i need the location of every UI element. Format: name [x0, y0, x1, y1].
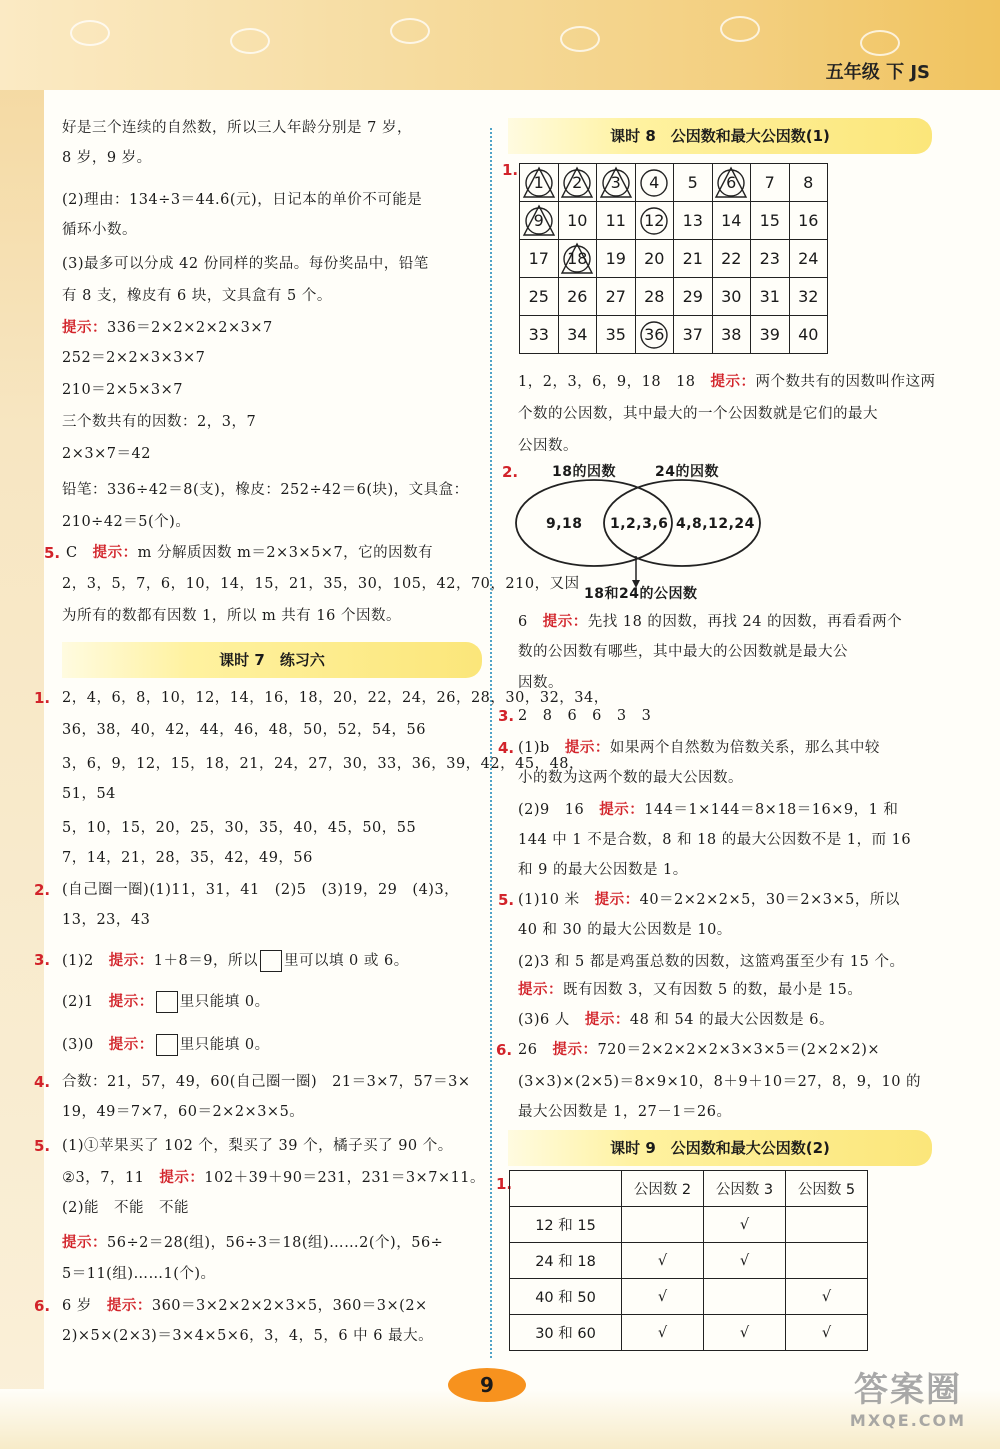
- blank-box: [260, 950, 282, 972]
- grid-number: 19: [605, 249, 626, 268]
- grid-cell: [558, 164, 597, 202]
- cloud-icon: [560, 26, 600, 52]
- grid-number: 33: [528, 325, 549, 344]
- hint-label: 提示：: [106, 1298, 152, 1314]
- blank-box: [156, 1034, 178, 1056]
- text-line: (2)能 不能 不能: [62, 1200, 190, 1216]
- question-number: 1.: [496, 1175, 513, 1193]
- grid-cell: [712, 278, 751, 316]
- text-line: 有 8 支，橡皮有 6 块，文具盒有 5 个。: [62, 288, 332, 304]
- table-header-cell: 公因数 2: [622, 1171, 704, 1207]
- text-line: 7，14，21，28，35，42，49，56: [62, 850, 313, 866]
- text-line: 40 和 30 的最大公因数是 10。: [518, 922, 732, 938]
- grid-number: 30: [721, 287, 742, 306]
- grid-number: 10: [567, 211, 588, 230]
- table-cell: [786, 1207, 868, 1243]
- grid-number: 17: [528, 249, 549, 268]
- watermark-logo: 答案圈: [854, 1370, 962, 1410]
- number-grid: [519, 163, 828, 354]
- grid-cell: [597, 240, 636, 278]
- hint-label: 提示：: [108, 1037, 154, 1053]
- hint-label: 提示：: [62, 1235, 107, 1251]
- grid-cell: [635, 202, 674, 240]
- grid-cell: [597, 164, 636, 202]
- grid-row: [520, 240, 828, 278]
- grid-cell: [789, 278, 828, 316]
- text-line: 个数的公因数，其中最大的一个公因数就是它们的最大: [518, 406, 878, 422]
- grid-number: 37: [682, 325, 703, 344]
- hint-label: 提示：: [594, 892, 640, 908]
- grid-cell: [520, 164, 559, 202]
- venn-caption: 18和24的公因数: [584, 586, 698, 602]
- text-line: 51，54: [62, 786, 116, 802]
- grid-row: [520, 202, 828, 240]
- answer-line: [66, 543, 433, 563]
- table-cell: √: [622, 1243, 704, 1279]
- grid-number: 16: [798, 211, 819, 230]
- text-line: 合数：21，57，49，60(自己圈一圈) 21＝3×7，57＝3×: [62, 1074, 471, 1090]
- table-row: [510, 1207, 868, 1243]
- text-line: (2)理由：134÷3＝44.6̇(元)，日记本的单价不可能是: [62, 192, 423, 208]
- table-header-cell: 公因数 5: [786, 1171, 868, 1207]
- grid-number: 3: [610, 173, 621, 192]
- text-line: 2)×5×(2×3)＝3×4×5×6，3，4，5，6 中 6 最大。: [62, 1328, 434, 1344]
- grid-number: 13: [682, 211, 703, 230]
- grid-cell: [789, 316, 828, 354]
- blank-box: [156, 991, 178, 1013]
- hint-text: 40＝2×2×2×5，30＝2×3×5，所以: [639, 892, 900, 908]
- grid-row: [520, 278, 828, 316]
- table-cell: √: [622, 1315, 704, 1351]
- grid-number: 7: [764, 173, 775, 192]
- answer: C: [66, 545, 78, 561]
- table-cell: [622, 1207, 704, 1243]
- question-number: 5.: [498, 891, 515, 909]
- text-line: 5＝11(组)……1(个)。: [62, 1266, 216, 1282]
- text-line: 3，6，9，12，15，18，21，24，27，30，33，36，39，42，45，48，: [62, 756, 585, 772]
- text-line: 252＝2×2×3×3×7: [62, 350, 206, 366]
- grid-number: 8: [803, 173, 814, 192]
- hint-line: [518, 980, 862, 1000]
- text-line: 循环小数。: [62, 222, 137, 238]
- answer: 6 岁: [62, 1298, 107, 1314]
- grid-number: 14: [721, 211, 742, 230]
- answer-line: [518, 372, 936, 392]
- grid-number: 18: [567, 249, 588, 268]
- cloud-icon: [230, 28, 270, 54]
- hint-text: 里只能填 0。: [179, 1037, 270, 1053]
- hint-text: 336＝2×2×2×2×3×7: [107, 320, 273, 336]
- column-divider: [490, 128, 492, 1358]
- text-line: 2×3×7＝42: [62, 446, 151, 462]
- hint-label: 提示：: [564, 740, 610, 756]
- text-line: (2)3 和 5 都是鸡蛋总数的因数，这篮鸡蛋至少有 15 个。: [518, 954, 905, 970]
- text-line: 2，3，5，7，6，10，14，15，21，35，30，105，42，70，210，又因: [62, 576, 580, 592]
- hint-text: 里只能填 0。: [179, 994, 270, 1010]
- text-line: 2，4，6，8，10，12，14，16，18，20，22，24，26，28，30，32，34，: [62, 690, 609, 706]
- grid-number: 12: [644, 211, 665, 230]
- question-number: 1.: [502, 161, 519, 179]
- cloud-icon: [390, 18, 430, 44]
- hint-label: 提示：: [108, 953, 154, 969]
- table-row: [510, 1243, 868, 1279]
- watermark-url: MXQE.COM: [849, 1411, 967, 1430]
- answer-line: [62, 1168, 485, 1188]
- answer-line: [518, 738, 880, 758]
- hint-text: 1＋8＝9，所以: [153, 953, 258, 969]
- venn-left-title: 18的因数: [552, 464, 616, 480]
- hint-text: 先找 18 的因数，再找 24 的因数，再看看两个: [587, 614, 903, 630]
- grid-number: 27: [605, 287, 626, 306]
- grid-cell: [674, 278, 713, 316]
- text-line: 2 8 6 6 3 3: [518, 708, 652, 724]
- answer-line: [518, 612, 902, 632]
- table-row-label: 40 和 50: [510, 1279, 622, 1315]
- grid-number: 6: [726, 173, 737, 192]
- hint-text: 既有因数 3，又有因数 5 的数，最小是 15。: [563, 982, 863, 998]
- grid-number: 26: [567, 287, 588, 306]
- grid-number: 36: [644, 325, 665, 344]
- table-cell: [704, 1279, 786, 1315]
- question-number: 4.: [498, 739, 515, 757]
- grid-number: 22: [721, 249, 742, 268]
- answer: (2)1: [62, 994, 109, 1010]
- left-margin-strip: [0, 0, 44, 1449]
- answer: (1)10 米: [518, 892, 595, 908]
- text-line: 144 中 1 不是合数，8 和 18 的最大公因数不是 1，而 16: [518, 832, 912, 848]
- common-factor-table: [509, 1170, 868, 1351]
- lesson-7-title: 课时 7 练习六: [62, 642, 482, 678]
- grid-cell: [635, 316, 674, 354]
- text-line: (3)最多可以分成 42 份同样的奖品。每份奖品中，铅笔: [62, 256, 429, 272]
- answer: (3)0: [62, 1037, 109, 1053]
- table-cell: [786, 1243, 868, 1279]
- text-line: 铅笔：336÷42＝8(支)，橡皮：252÷42＝6(块)，文具盒：: [62, 482, 469, 498]
- text-line: 三个数共有的因数：2，3，7: [62, 414, 257, 430]
- grid-cell: [751, 164, 790, 202]
- grid-number: 40: [798, 325, 819, 344]
- table-cell: √: [786, 1315, 868, 1351]
- hint-text: 56÷2＝28(组)，56÷3＝18(组)……2(个)，56÷: [107, 1235, 444, 1251]
- grid-number: 29: [682, 287, 703, 306]
- answer: ②3，7，11: [62, 1170, 160, 1186]
- table-cell: √: [704, 1207, 786, 1243]
- text-line: 36，38，40，42，44，46，48，50，52，54，56: [62, 722, 426, 738]
- text-line: 210＝2×5×3×7: [62, 382, 184, 398]
- question-number: 6.: [34, 1297, 51, 1315]
- table-row-label: 24 和 18: [510, 1243, 622, 1279]
- grid-number: 2: [572, 173, 583, 192]
- grid-number: 32: [798, 287, 819, 306]
- grid-number: 28: [644, 287, 665, 306]
- hint-text: 360＝3×2×2×2×3×5，360＝3×(2×: [151, 1298, 428, 1314]
- hint-text: 720＝2×2×2×2×3×3×5＝(2×2×2)×: [597, 1042, 881, 1058]
- answer-line: [518, 890, 900, 910]
- hint-text: 144＝1×144＝8×18＝16×9，1 和: [644, 802, 899, 818]
- grid-number: 24: [798, 249, 819, 268]
- hint-label: 提示：: [518, 982, 563, 998]
- grid-cell: [520, 316, 559, 354]
- answer-line: [518, 1040, 880, 1060]
- grid-number: 31: [759, 287, 780, 306]
- answer-line: [62, 950, 409, 972]
- text-line: 小的数为这两个数的最大公因数。: [518, 770, 743, 786]
- grid-number: 23: [759, 249, 780, 268]
- grid-cell: [635, 278, 674, 316]
- hint-label: 提示：: [108, 994, 154, 1010]
- lesson-8-title: 课时 8 公因数和最大公因数(1): [508, 118, 932, 154]
- grid-number: 35: [605, 325, 626, 344]
- hint-text: m 分解质因数 m＝2×3×5×7，它的因数有: [137, 545, 434, 561]
- text-line: (3×3)×(2×5)＝8×9×10，8＋9＋10＝27，8，9，10 的: [518, 1074, 922, 1090]
- table-header-row: [510, 1171, 868, 1207]
- grid-cell: [520, 202, 559, 240]
- grid-cell: [635, 240, 674, 278]
- question-number: 6.: [496, 1041, 513, 1059]
- grid-number: 39: [759, 325, 780, 344]
- grid-row: [520, 316, 828, 354]
- text-line: 210÷42＝5(个)。: [62, 514, 191, 530]
- hint-text: 48 和 54 的最大公因数是 6。: [629, 1012, 834, 1028]
- grid-cell: [789, 164, 828, 202]
- hint-label: 提示：: [159, 1170, 205, 1186]
- lesson-9-title: 课时 9 公因数和最大公因数(2): [508, 1130, 932, 1166]
- grid-cell: [558, 278, 597, 316]
- cloud-icon: [70, 20, 110, 46]
- table-row: [510, 1279, 868, 1315]
- grid-cell: [597, 278, 636, 316]
- hint-text: 两个数共有的因数叫作这两: [755, 374, 936, 390]
- answer-line: [62, 1034, 270, 1056]
- question-number: 4.: [34, 1073, 51, 1091]
- grid-cell: [558, 240, 597, 278]
- text-line: 13，23，43: [62, 912, 151, 928]
- grid-cell: [751, 278, 790, 316]
- venn-intersection: 1,2,3,6: [610, 516, 669, 532]
- answer-line: [518, 800, 898, 820]
- text-line: 和 9 的最大公因数是 1。: [518, 862, 688, 878]
- grid-cell: [520, 240, 559, 278]
- table-row-label: 30 和 60: [510, 1315, 622, 1351]
- table-cell: √: [704, 1243, 786, 1279]
- grid-cell: [751, 240, 790, 278]
- table-row: [510, 1315, 868, 1351]
- question-number: 5.: [44, 544, 61, 562]
- grid-cell: [635, 164, 674, 202]
- grid-cell: [520, 278, 559, 316]
- grid-cell: [597, 316, 636, 354]
- answer: 6: [518, 614, 543, 630]
- hint-text: 如果两个自然数为倍数关系，那么其中较: [609, 740, 880, 756]
- hint-line: [62, 318, 273, 338]
- grid-number: 5: [687, 173, 698, 192]
- hint-label: 提示：: [542, 614, 588, 630]
- hint-label: 提示：: [710, 374, 756, 390]
- hint-label: 提示：: [552, 1042, 598, 1058]
- watermark: [828, 1362, 988, 1444]
- answer-line: [518, 1010, 834, 1030]
- question-number: 1.: [34, 689, 51, 707]
- grade-tag: 五年级 下 JS: [825, 62, 930, 83]
- grid-row: [520, 164, 828, 202]
- question-number: 3.: [498, 707, 515, 725]
- hint-text: 里可以填 0 或 6。: [283, 953, 409, 969]
- grid-number: 15: [759, 211, 780, 230]
- grid-number: 11: [605, 211, 626, 230]
- grid-number: 9: [533, 211, 544, 230]
- grid-number: 21: [682, 249, 703, 268]
- text-line: 5，10，15，20，25，30，35，40，45，50，55: [62, 820, 417, 836]
- grid-number: 34: [567, 325, 588, 344]
- venn-right-title: 24的因数: [655, 464, 719, 480]
- cloud-icon: [860, 30, 900, 56]
- answer: (1)b: [518, 740, 565, 756]
- grid-number: 25: [528, 287, 549, 306]
- question-number: 2.: [34, 881, 51, 899]
- page-number: 9: [448, 1368, 526, 1402]
- table-cell: √: [704, 1315, 786, 1351]
- cloud-icon: [720, 16, 760, 42]
- text-line: 8 岁，9 岁。: [62, 150, 152, 166]
- question-number: 5.: [34, 1137, 51, 1155]
- hint-line: [62, 1233, 443, 1253]
- grid-cell: [674, 202, 713, 240]
- grid-number: 20: [644, 249, 665, 268]
- table-cell: √: [622, 1279, 704, 1315]
- answer-line: [62, 991, 270, 1013]
- grid-cell: [674, 164, 713, 202]
- text-line: 最大公因数是 1，27－1＝26。: [518, 1104, 732, 1120]
- answer: (2)9 16: [518, 802, 600, 818]
- table-row-label: 12 和 15: [510, 1207, 622, 1243]
- grid-cell: [789, 240, 828, 278]
- text-line: (1)①苹果买了 102 个，梨买了 39 个，橘子买了 90 个。: [62, 1138, 453, 1154]
- hint-text: 102＋39＋90＝231，231＝3×7×11。: [204, 1170, 486, 1186]
- grid-cell: [712, 316, 751, 354]
- answer: (3)6 人: [518, 1012, 585, 1028]
- table-cell: √: [786, 1279, 868, 1315]
- answer-line: [62, 1296, 428, 1316]
- grid-number: 38: [721, 325, 742, 344]
- venn-right-region: 4,8,12,24: [676, 516, 755, 532]
- grid-cell: [558, 202, 597, 240]
- grid-number: 4: [649, 173, 660, 192]
- question-number: 2.: [502, 463, 519, 481]
- grid-cell: [712, 164, 751, 202]
- venn-left-region: 9,18: [546, 516, 583, 532]
- text-line: 19，49＝7×7，60＝2×2×3×5。: [62, 1104, 305, 1120]
- hint-label: 提示：: [599, 802, 645, 818]
- hint-label: 提示：: [92, 545, 138, 561]
- table-header-cell: [510, 1171, 622, 1207]
- hint-label: 提示：: [62, 320, 107, 336]
- table-header-cell: 公因数 3: [704, 1171, 786, 1207]
- answer: 26: [518, 1042, 553, 1058]
- text-line: 数的公因数有哪些，其中最大的公因数就是最大公: [518, 644, 848, 660]
- grid-cell: [712, 202, 751, 240]
- grid-cell: [789, 202, 828, 240]
- grid-number: 1: [533, 173, 544, 192]
- text-line: 为所有的数都有因数 1，所以 m 共有 16 个因数。: [62, 608, 401, 624]
- answer: (1)2: [62, 953, 109, 969]
- text-line: 好是三个连续的自然数，所以三人年龄分别是 7 岁，: [62, 120, 412, 136]
- answer: 1，2，3，6，9，18 18: [518, 374, 711, 390]
- grid-cell: [558, 316, 597, 354]
- grid-cell: [712, 240, 751, 278]
- grid-cell: [597, 202, 636, 240]
- text-line: 公因数。: [518, 438, 578, 454]
- grid-cell: [674, 316, 713, 354]
- grid-cell: [674, 240, 713, 278]
- grid-cell: [751, 316, 790, 354]
- hint-label: 提示：: [584, 1012, 630, 1028]
- grid-cell: [751, 202, 790, 240]
- question-number: 3.: [34, 951, 51, 969]
- text-line: 因数。: [518, 675, 563, 691]
- text-line: (自己圈一圈)(1)11，31，41 (2)5 (3)19，29 (4)3，: [62, 882, 460, 898]
